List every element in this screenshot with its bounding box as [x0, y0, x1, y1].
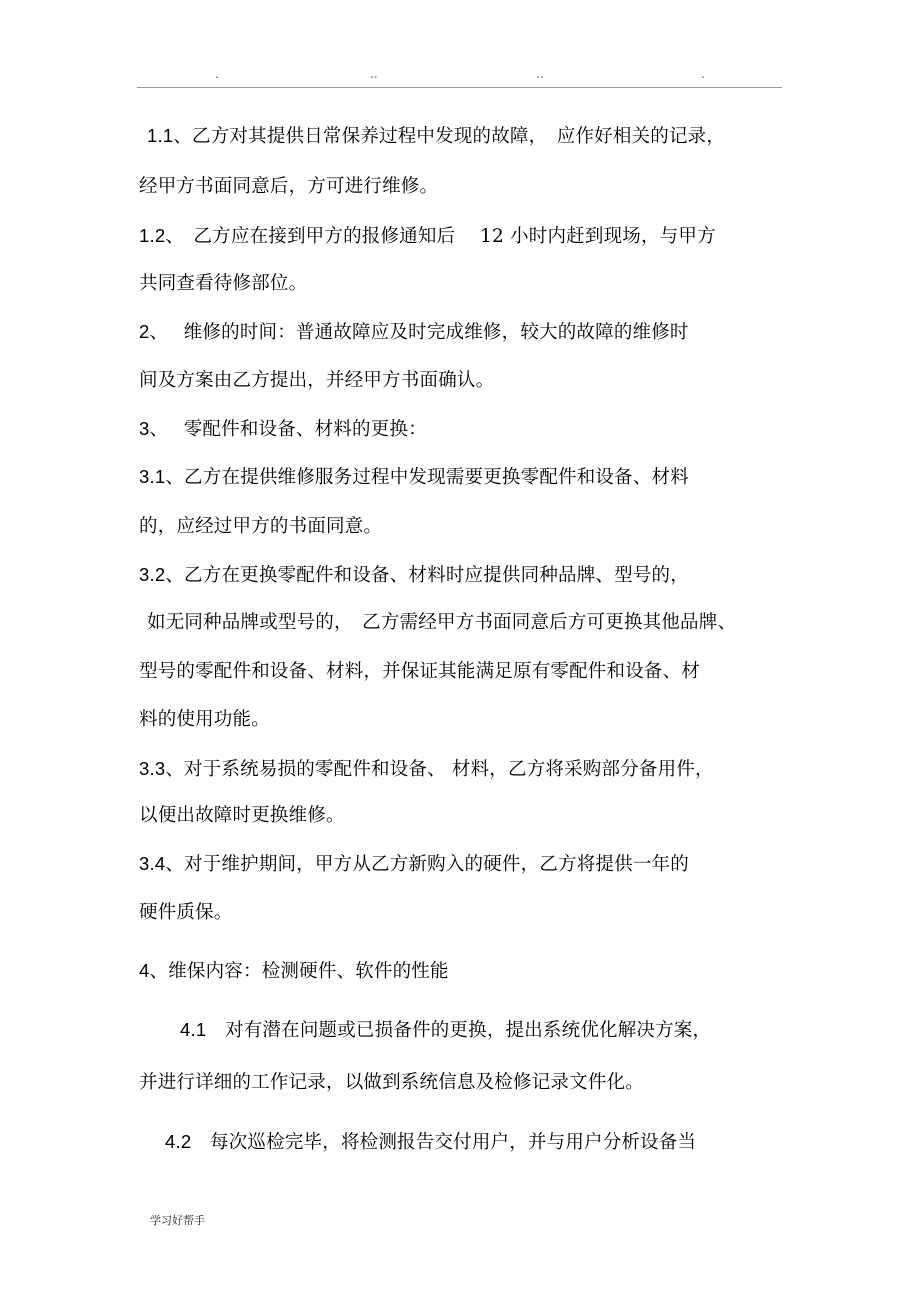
header-marks — [0, 68, 920, 82]
text-line: 3.2、乙方在更换零配件和设备、材料时应提供同种品牌、型号的， — [139, 564, 689, 586]
text-line: 共同查看待修部位。 — [139, 273, 308, 294]
text-line: 如无同种品牌或型号的， 乙方需经甲方书面同意后方可更换其他品牌、 — [147, 612, 737, 633]
text-line: 2、 维修的时间：普通故障应及时完成维修，较大的故障的维修时 — [139, 321, 689, 343]
header-mark: .. — [370, 67, 378, 81]
text-line: 4、维保内容：检测硬件、软件的性能 — [139, 960, 449, 982]
text-line: 经甲方书面同意后，方可进行维修。 — [139, 176, 439, 197]
header-mark: . — [701, 67, 705, 81]
text-line: 的，应经过甲方的书面同意。 — [139, 516, 383, 537]
text-line: 3.3、对于系统易损的零配件和设备、 材料，乙方将采购部分备用件， — [139, 758, 714, 780]
text-line: 4.1 对有潜在问题或已损备件的更换，提出系统优化解决方案， — [180, 1019, 712, 1041]
text-line: 3、 零配件和设备、材料的更换： — [139, 418, 427, 440]
text-line: 3.1、乙方在提供维修服务过程中发现需要更换零配件和设备、材料 — [139, 466, 689, 488]
text-line: 并进行详细的工作记录，以做到系统信息及检修记录文件化。 — [139, 1072, 644, 1093]
text-line: 3.4、对于维护期间，甲方从乙方新购入的硬件，乙方将提供一年的 — [139, 853, 689, 875]
header-rule — [137, 87, 782, 88]
text-line: 4.2 每次巡检完毕，将检测报告交付用户，并与用户分析设备当 — [165, 1131, 697, 1153]
header-mark: . — [215, 67, 219, 81]
header-mark: .. — [536, 67, 544, 81]
text-line: 料的使用功能。 — [139, 709, 270, 730]
text-line: 型号的零配件和设备、材料，并保证其能满足原有零配件和设备、材 — [139, 661, 701, 682]
text-line: 1.1、乙方对其提供日常保养过程中发现的故障， 应作好相关的记录， — [147, 125, 726, 147]
text-line: 间及方案由乙方提出，并经甲方书面确认。 — [139, 370, 495, 391]
text-line: 1.2、 乙方应在接到甲方的报修通知后 12 小时内赶到现场，与甲方 — [139, 225, 716, 247]
text-line: 硬件质保。 — [139, 902, 233, 923]
text-line: 以便出故障时更换维修。 — [139, 805, 345, 826]
footer-label: 学习好帮手 — [150, 1214, 205, 1227]
